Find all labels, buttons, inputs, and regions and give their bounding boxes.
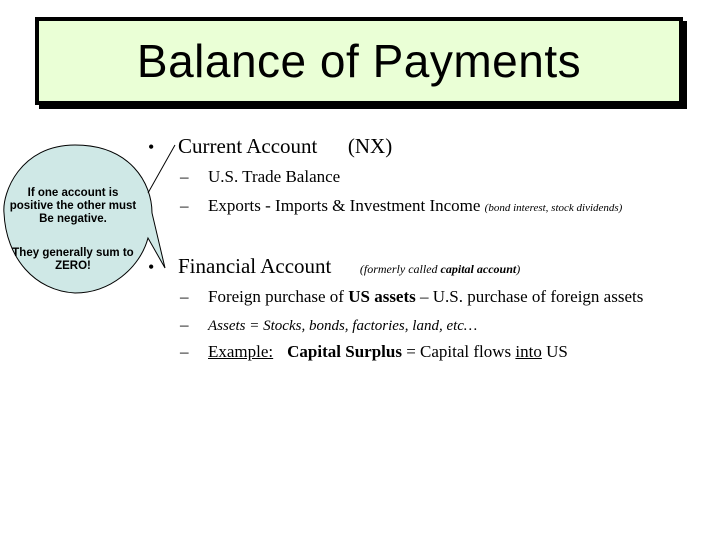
callout-line: positive the other must <box>9 200 137 212</box>
list-item: – Foreign purchase of US assets – U.S. purchase of foreign assets <box>180 287 644 306</box>
page-title: Balance of Payments <box>136 35 582 87</box>
list-item-text: Assets = Stocks, bonds, factories, land, etc… <box>208 318 478 334</box>
formerly-note <box>360 262 520 276</box>
list-item: – Example: Capital Surplus = Capital flows into US <box>180 342 568 361</box>
callout-line: If one account is <box>27 187 119 199</box>
note-part: ) <box>516 262 521 276</box>
list-item-text: U.S. Trade Balance <box>208 167 341 186</box>
list-item-bold: Capital Surplus <box>287 342 402 361</box>
callout-text-1 <box>3 187 143 226</box>
list-item-bold: US assets <box>348 287 416 306</box>
list-item-text: – U.S. purchase of foreign assets <box>415 287 644 306</box>
nx-tag: (NX) <box>347 134 393 158</box>
example-label: Example: <box>208 342 274 361</box>
callout-shape <box>0 143 180 323</box>
note-part: (formerly called <box>359 262 441 276</box>
title-box <box>35 17 683 105</box>
financial-account-heading <box>178 254 520 279</box>
callout-line: ZERO! <box>55 260 91 272</box>
callout-line: Be negative. <box>39 213 107 225</box>
callout-line: They generally sum to <box>12 247 134 259</box>
list-item-text: Exports - Imports & Investment Income <box>208 196 481 215</box>
note-bold: capital account <box>440 262 517 276</box>
financial-account-label: Financial Account <box>178 254 332 278</box>
list-item-text: Foreign purchase of <box>208 287 349 306</box>
investment-note: (bond interest, stock dividends) <box>484 202 623 214</box>
list-item-underline: into <box>515 342 542 361</box>
callout-text-2 <box>3 247 143 273</box>
list-item: – U.S. Trade Balance <box>180 167 341 186</box>
list-item-text: = Capital flows <box>401 342 516 361</box>
bullet-icon: • <box>148 137 155 157</box>
bullet-icon: • <box>148 257 155 277</box>
list-item: – Exports - Imports & Investment Income (bond interest, stock dividends) <box>180 196 623 215</box>
current-account-heading <box>178 134 392 159</box>
list-item: – Assets = Stocks, bonds, factories, land, etc… <box>180 315 478 334</box>
current-account-label: Current Account <box>178 134 318 158</box>
list-item-text: US <box>541 342 568 361</box>
